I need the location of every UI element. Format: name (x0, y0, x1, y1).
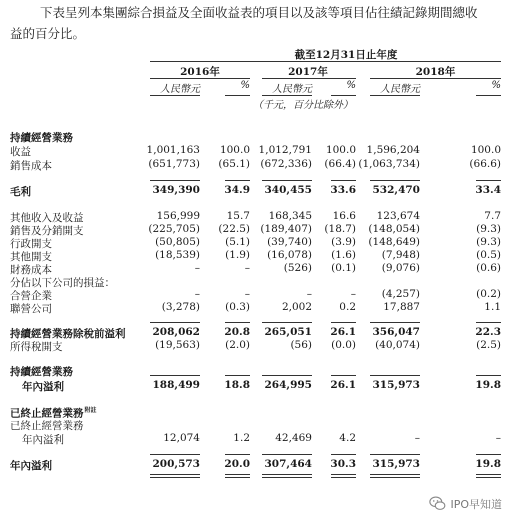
row-label-continuing-ops-header (10, 130, 73, 145)
subtotal-rule (331, 322, 356, 323)
cell-finance-costs-2016-pct: – (244, 262, 250, 274)
row-label-text: 所得稅開支 (10, 341, 63, 353)
wechat-icon (429, 495, 446, 512)
total-double-rule (476, 477, 501, 478)
row-label-gross-profit (10, 184, 31, 199)
unit-pct-2016: % (240, 80, 250, 91)
unit-pct-2017: % (346, 80, 356, 91)
cell-cost-of-sales-2018-rmb: (1,063,734) (358, 158, 420, 170)
cell-associates-2018-rmb: 17,887 (383, 301, 420, 313)
subtotal-rule (262, 322, 312, 323)
cell-income-tax-2016-rmb: (19,563) (155, 339, 200, 351)
subtotal-rule (150, 322, 200, 323)
cell-finance-costs-2018-rmb: (9,076) (381, 262, 420, 274)
cell-continuing-profit-2017-pct: 26.1 (330, 379, 356, 391)
subtotal-rule (476, 322, 501, 323)
row-label-text: 年內溢利 (10, 460, 52, 472)
cell-cost-of-sales-2017-rmb: (672,336) (260, 158, 312, 170)
cell-profit-for-year-2018-pct: 19.8 (475, 458, 501, 470)
row-label-text: 持續經營業務 (10, 366, 73, 378)
unit-rmb-2016: 人民幣元 (160, 84, 200, 95)
total-double-rule (476, 474, 501, 475)
unit-rule-rmb-2016 (150, 95, 200, 96)
cell-revenue-2016-pct: 100.0 (219, 144, 250, 156)
cell-discontinued-profit-2016-rmb: 12,074 (163, 432, 200, 444)
watermark (429, 495, 502, 512)
cell-selling-expenses-2017-pct: (18.7) (324, 223, 356, 235)
cell-admin-expenses-2018-pct: (9.3) (476, 236, 501, 248)
cell-other-income-2017-rmb: 168,345 (268, 210, 312, 222)
total-double-rule (262, 477, 312, 478)
cell-continuing-profit-2016-pct: 18.8 (224, 379, 250, 391)
cell-admin-expenses-2017-rmb: (39,740) (267, 236, 312, 248)
subtotal-rule (262, 375, 312, 376)
cell-selling-expenses-2018-rmb: (148,054) (368, 223, 420, 235)
unit-rule-pct-2018 (476, 95, 501, 96)
total-double-rule (225, 474, 250, 475)
cell-profit-before-tax-2018-pct: 22.3 (475, 326, 501, 338)
cell-gross-profit-2016-rmb: 349,390 (152, 184, 200, 196)
note-marker: 附註 (84, 407, 97, 414)
unit-note: （千元，百分比除外） (253, 100, 353, 111)
cell-discontinued-profit-2017-pct: 4.2 (339, 432, 356, 444)
cell-gross-profit-2017-pct: 33.6 (330, 184, 356, 196)
cell-joint-ventures-2016-pct: – (244, 288, 250, 300)
row-label-text: 年內溢利 (22, 381, 64, 393)
cell-profit-for-year-2017-rmb: 307,464 (264, 458, 312, 470)
intro-line-2: 益的百分比。 (10, 26, 86, 41)
row-label-text: 行政開支 (10, 238, 52, 250)
subtotal-rule (262, 180, 312, 181)
cell-revenue-2018-rmb: 1,596,204 (366, 144, 420, 156)
year-rule-2017 (262, 78, 356, 79)
total-double-rule (331, 477, 356, 478)
cell-profit-for-year-2016-rmb: 200,573 (152, 458, 200, 470)
unit-pct-2018: % (491, 80, 501, 91)
cell-discontinued-profit-2018-pct: – (495, 432, 501, 444)
cell-gross-profit-2017-rmb: 340,455 (264, 184, 312, 196)
cell-profit-before-tax-2017-pct: 26.1 (330, 326, 356, 338)
row-label-text: 分佔以下公司的損益： (10, 277, 115, 289)
cell-gross-profit-2018-pct: 33.4 (475, 184, 501, 196)
total-double-rule (150, 474, 200, 475)
cell-revenue-2018-pct: 100.0 (470, 144, 501, 156)
subtotal-rule (150, 375, 200, 376)
cell-profit-for-year-2017-pct: 30.3 (330, 458, 356, 470)
cell-selling-expenses-2016-pct: (22.5) (218, 223, 250, 235)
cell-revenue-2017-pct: 100.0 (325, 144, 356, 156)
cell-joint-ventures-2018-pct: (0.2) (476, 288, 501, 300)
subtotal-rule (150, 180, 200, 181)
cell-joint-ventures-2017-rmb: – (306, 288, 312, 300)
period-header: 截至12月31日止年度 (294, 49, 398, 61)
subtotal-rule (225, 454, 250, 455)
row-label-text: 毛利 (10, 186, 31, 198)
subtotal-rule (225, 375, 250, 376)
year-header-2016: 2016年 (180, 66, 220, 78)
cell-other-income-2016-pct: 15.7 (226, 210, 250, 222)
row-label-text: 已終止經營業務 (10, 420, 84, 432)
intro-line-1: 下表呈列本集團綜合損益及全面收益表的項目以及該等項目佔往績記錄期間總收 (40, 5, 478, 20)
cell-revenue-2016-rmb: 1,001,163 (146, 144, 200, 156)
cell-continuing-profit-2018-pct: 19.8 (475, 379, 501, 391)
cell-discontinued-profit-2017-rmb: 42,469 (275, 432, 312, 444)
subtotal-rule (262, 454, 312, 455)
cell-admin-expenses-2016-rmb: (50,805) (155, 236, 200, 248)
cell-selling-expenses-2017-rmb: (189,407) (260, 223, 312, 235)
cell-profit-before-tax-2017-rmb: 265,051 (264, 326, 312, 338)
row-label-income-tax (10, 339, 63, 354)
unit-rmb-2018: 人民幣元 (380, 84, 420, 95)
cell-other-expenses-2017-rmb: (16,078) (267, 249, 312, 261)
unit-rmb-2017: 人民幣元 (272, 84, 312, 95)
subtotal-rule (370, 454, 420, 455)
cell-finance-costs-2017-rmb: (526) (283, 262, 312, 274)
row-label-profit-for-year (10, 458, 52, 473)
unit-rule-rmb-2018 (370, 95, 420, 96)
cell-associates-2016-pct: (0.3) (225, 301, 250, 313)
cell-other-expenses-2016-pct: (1.9) (225, 249, 250, 261)
total-double-rule (370, 474, 420, 475)
cell-joint-ventures-2017-pct: – (350, 288, 356, 300)
cell-discontinued-profit-2018-rmb: – (414, 432, 420, 444)
total-double-rule (225, 477, 250, 478)
cell-finance-costs-2017-pct: (0.1) (331, 262, 356, 274)
cell-other-income-2016-rmb: 156,999 (156, 210, 200, 222)
subtotal-rule (476, 375, 501, 376)
cell-other-expenses-2018-rmb: (7,948) (381, 249, 420, 261)
period-rule (150, 61, 501, 62)
cell-profit-before-tax-2018-rmb: 356,047 (372, 326, 420, 338)
cell-admin-expenses-2016-pct: (5.1) (225, 236, 250, 248)
row-label-discontinued-profit (22, 432, 64, 447)
subtotal-rule (370, 322, 420, 323)
row-label-text: 聯營公司 (10, 303, 52, 315)
cell-cost-of-sales-2017-pct: (66.4) (324, 158, 356, 170)
row-label-continuing-ops-header-2 (10, 364, 73, 379)
subtotal-rule (370, 180, 420, 181)
cell-other-expenses-2018-pct: (0.5) (476, 249, 501, 261)
cell-continuing-profit-2016-rmb: 188,499 (152, 379, 200, 391)
unit-rule-pct-2016 (225, 95, 250, 96)
cell-revenue-2017-rmb: 1,012,791 (258, 144, 312, 156)
row-label-text: 年內溢利 (22, 434, 64, 446)
total-double-rule (262, 474, 312, 475)
subtotal-rule (331, 180, 356, 181)
cell-associates-2017-rmb: 2,002 (281, 301, 312, 313)
cell-income-tax-2018-pct: (2.5) (476, 339, 501, 351)
row-label-discontinued-sub-header (10, 418, 84, 433)
cell-continuing-profit-2017-rmb: 264,995 (264, 379, 312, 391)
row-label-text: 持續經營業務除稅前溢利 (10, 328, 126, 340)
cell-profit-before-tax-2016-rmb: 208,062 (152, 326, 200, 338)
year-header-2017: 2017年 (288, 66, 328, 78)
cell-income-tax-2018-rmb: (40,074) (375, 339, 420, 351)
cell-profit-before-tax-2016-pct: 20.8 (224, 326, 250, 338)
subtotal-rule (370, 375, 420, 376)
total-double-rule (150, 477, 200, 478)
cell-cost-of-sales-2018-pct: (66.6) (469, 158, 501, 170)
cell-other-expenses-2016-rmb: (18,539) (155, 249, 200, 261)
cell-joint-ventures-2016-rmb: – (194, 288, 200, 300)
year-rule-2018 (370, 78, 501, 79)
row-label-text: 收益 (10, 146, 31, 158)
cell-continuing-profit-2018-rmb: 315,973 (372, 379, 420, 391)
cell-discontinued-profit-2016-pct: 1.2 (233, 432, 250, 444)
cell-admin-expenses-2017-pct: (3.9) (331, 236, 356, 248)
cell-finance-costs-2018-pct: (0.6) (476, 262, 501, 274)
subtotal-rule (476, 454, 501, 455)
total-double-rule (370, 477, 420, 478)
row-label-text: 持續經營業務 (10, 132, 73, 144)
total-double-rule (331, 474, 356, 475)
cell-finance-costs-2016-rmb: – (194, 262, 200, 274)
cell-cost-of-sales-2016-rmb: (651,773) (148, 158, 200, 170)
cell-other-income-2017-pct: 16.6 (332, 210, 356, 222)
row-label-associates (10, 301, 52, 316)
row-label-continuing-profit (22, 379, 64, 394)
row-label-text: 銷售成本 (10, 160, 52, 172)
cell-joint-ventures-2018-rmb: (4,257) (381, 288, 420, 300)
subtotal-rule (331, 454, 356, 455)
cell-profit-for-year-2016-pct: 20.0 (224, 458, 250, 470)
cell-other-income-2018-rmb: 123,674 (376, 210, 420, 222)
row-label-text: 其他收入及收益 (10, 212, 84, 224)
row-label-revenue (10, 144, 31, 159)
cell-other-expenses-2017-pct: (1.6) (331, 249, 356, 261)
cell-associates-2016-rmb: (3,278) (161, 301, 200, 313)
row-label-text: 銷售及分銷開支 (10, 225, 84, 237)
cell-income-tax-2016-pct: (2.0) (225, 339, 250, 351)
cell-gross-profit-2018-rmb: 532,470 (372, 184, 420, 196)
subtotal-rule (225, 180, 250, 181)
row-label-text: 已終止經營業務 (10, 407, 84, 420)
row-label-text: 財務成本 (10, 264, 52, 276)
watermark-text: IPO早知道 (450, 497, 502, 511)
cell-income-tax-2017-rmb: (56) (290, 339, 312, 351)
row-label-text: 合營企業 (10, 290, 52, 302)
cell-selling-expenses-2016-rmb: (225,705) (148, 223, 200, 235)
cell-admin-expenses-2018-rmb: (148,649) (368, 236, 420, 248)
cell-income-tax-2017-pct: (0.0) (331, 339, 356, 351)
year-header-2018: 2018年 (415, 66, 456, 78)
cell-profit-for-year-2018-rmb: 315,973 (372, 458, 420, 470)
subtotal-rule (476, 180, 501, 181)
cell-gross-profit-2016-pct: 34.9 (224, 184, 250, 196)
cell-associates-2017-pct: 0.2 (339, 301, 356, 313)
row-label-cost-of-sales (10, 158, 52, 173)
cell-associates-2018-pct: 1.1 (484, 301, 501, 313)
subtotal-rule (150, 454, 200, 455)
intro-paragraph (10, 2, 502, 44)
cell-other-income-2018-pct: 7.7 (484, 210, 501, 222)
subtotal-rule (225, 322, 250, 323)
cell-cost-of-sales-2016-pct: (65.1) (218, 158, 250, 170)
row-label-text: 其他開支 (10, 251, 52, 263)
year-rule-2016 (150, 78, 250, 79)
cell-selling-expenses-2018-pct: (9.3) (476, 223, 501, 235)
subtotal-rule (331, 375, 356, 376)
